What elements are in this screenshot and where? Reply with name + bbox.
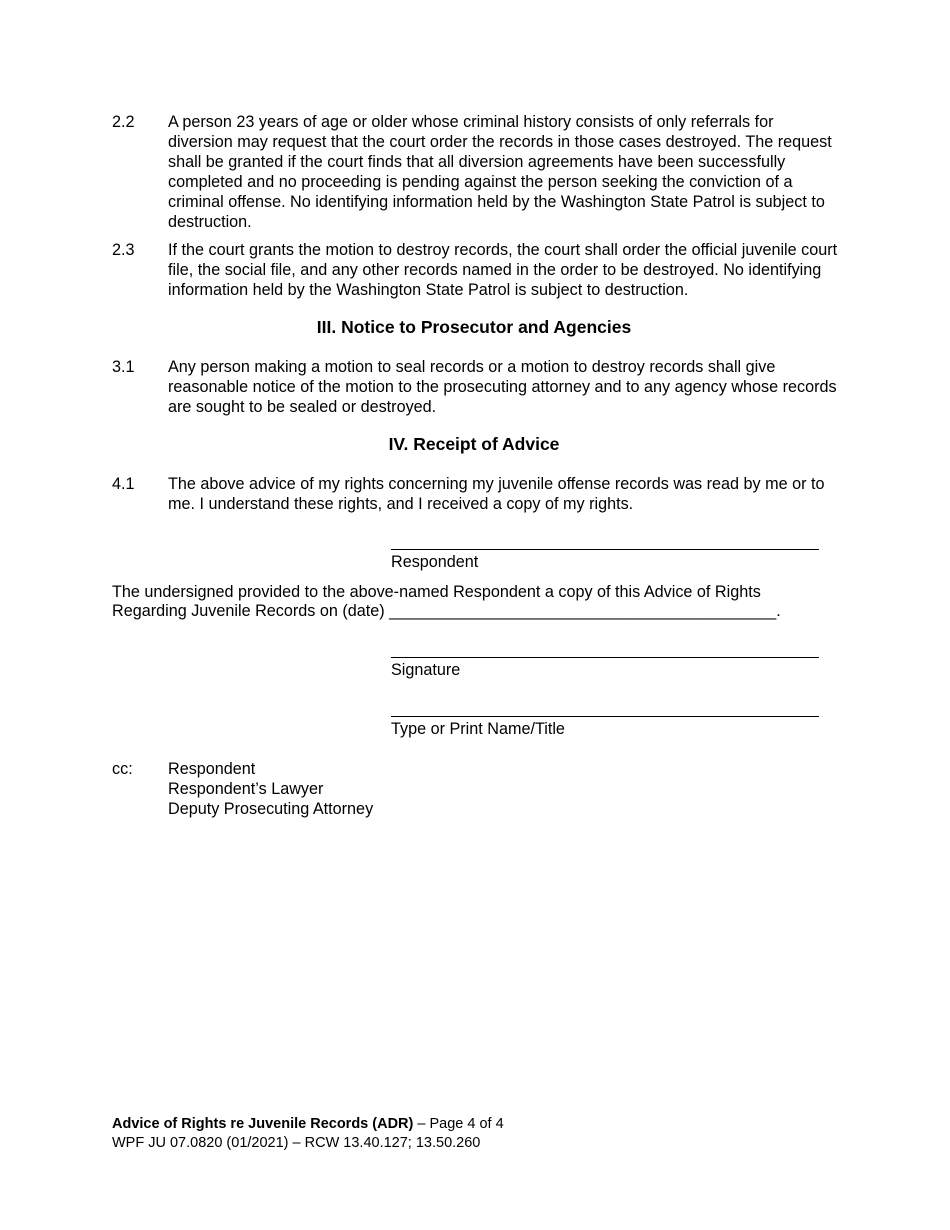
respondent-label: Respondent — [391, 553, 479, 571]
provided-statement-date-line[interactable]: Regarding Juvenile Records on (date) ___________________________________________. — [112, 602, 781, 620]
footer-page-number: – Page 4 of 4 — [413, 1116, 504, 1132]
section-text: A person 23 years of age or older whose criminal history consists of only referrals for diversion may request that the court order the records in those cases destroyed. The request shall be granted if the court finds that all diversion agreements have been successfully completed and no proceeding is pending against the person seeking the conviction of a criminal offense. No identifying information held by the Washington State Patrol is subject to destruction. — [168, 113, 832, 231]
section-number: 3.1 — [112, 358, 135, 376]
cc-recipients — [168, 759, 842, 819]
section-3-1 — [112, 357, 842, 417]
signature-label: Signature — [391, 661, 461, 679]
section-number: 2.3 — [112, 241, 135, 259]
footer-form-title: Advice of Rights re Juvenile Records (ADR) — [112, 1116, 414, 1132]
respondent-signature-line[interactable] — [391, 549, 819, 550]
footer-form-id: WPF JU 07.0820 (01/2021) – RCW 13.40.127; 13.50.260 — [112, 1135, 481, 1151]
section-4-1 — [112, 474, 842, 514]
provided-statement-line-1: The undersigned provided to the above-named Respondent a copy of this Advice of Rights — [112, 583, 761, 601]
section-2-2 — [112, 112, 842, 232]
footer-title-row — [112, 1115, 504, 1134]
cc-label: cc: — [112, 760, 133, 778]
cc-recipient: Respondent’s Lawyer — [168, 780, 324, 798]
cc-block — [112, 759, 842, 819]
section-number: 2.2 — [112, 113, 135, 131]
section-text: If the court grants the motion to destroy records, the court shall order the official juvenile court file, the social file, and any other records named in the order to be destroyed. No identifying information held by the Washington State Patrol is subject to destruction. — [168, 241, 838, 299]
section-text: Any person making a motion to seal records or a motion to destroy records shall give reasonable notice of the motion to the prosecuting attorney and to any agency whose records are sought to be sealed or destroyed. — [168, 358, 837, 416]
name-title-label: Type or Print Name/Title — [391, 720, 565, 738]
page-footer — [112, 1115, 504, 1153]
signature-line[interactable] — [391, 657, 819, 658]
section-number: 4.1 — [112, 475, 135, 493]
name-title-line[interactable] — [391, 716, 819, 717]
cc-recipient: Deputy Prosecuting Attorney — [168, 800, 374, 818]
heading-receipt-of-advice: IV. Receipt of Advice — [388, 434, 560, 454]
section-text: The above advice of my rights concerning my juvenile offense records was read by me or to me. I understand these rights, and I received a copy of my rights. — [168, 475, 825, 513]
section-2-3 — [112, 240, 842, 300]
cc-recipient: Respondent — [168, 760, 256, 778]
heading-notice-to-prosecutor: III. Notice to Prosecutor and Agencies — [316, 317, 632, 337]
